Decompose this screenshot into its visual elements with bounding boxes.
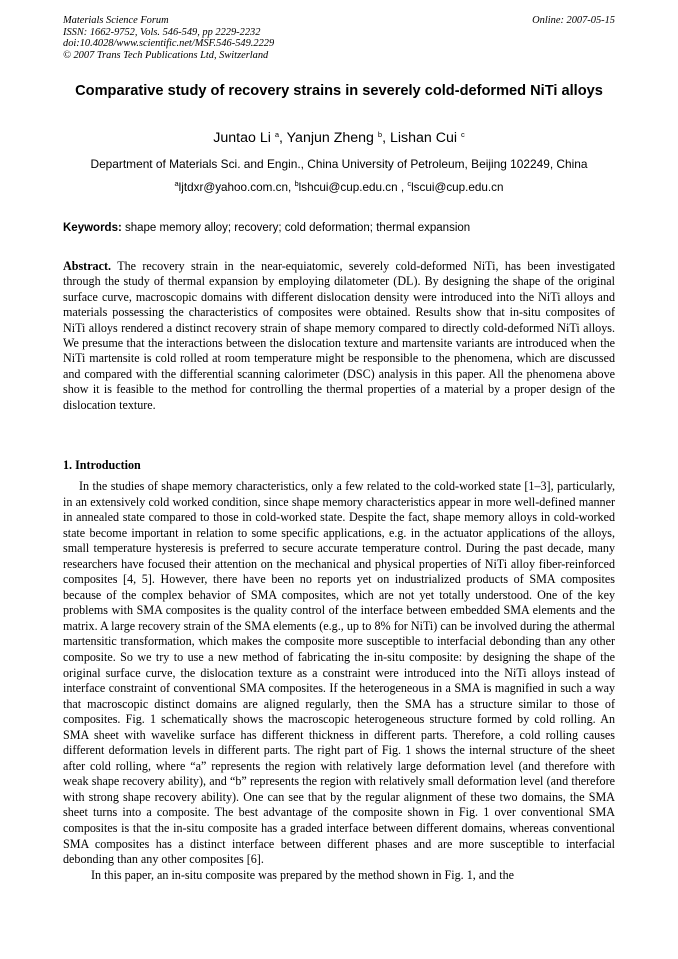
abstract-label: Abstract. bbox=[63, 259, 112, 273]
email-mark: b bbox=[294, 179, 299, 188]
email-mark: a bbox=[174, 179, 179, 188]
journal-name: Materials Science Forum bbox=[63, 15, 169, 26]
journal-header bbox=[63, 15, 615, 61]
doi-line: doi:10.4028/www.scientific.net/MSF.546-549.2229 bbox=[63, 38, 275, 50]
online-date: Online: 2007-05-15 bbox=[532, 15, 615, 26]
author-mark: b bbox=[377, 130, 383, 139]
author-name: Lishan Cui bbox=[389, 130, 457, 146]
email-mark: c bbox=[407, 179, 412, 188]
affiliation: Department of Materials Sci. and Engin., China University of Petroleum, Beijing 102249, China bbox=[90, 157, 588, 171]
keywords-text: shape memory alloy; recovery; cold deformation; thermal expansion bbox=[125, 222, 471, 234]
email-address[interactable]: ljtdxr@yahoo.com.cn bbox=[178, 181, 288, 194]
section-heading: 1. Introduction bbox=[63, 458, 141, 472]
abstract-text: The recovery strain in the near-equiatomic, severely cold-deformed NiTi, has been investigated through the study of thermal expansion by employing dilatometer (DL). By designing the shape of the original surface curve, macroscopic domains with different dislocation density were introduced into the NiTi alloys and materials possessing the characteristics of composites were obtained. Results show that in-situ composites of NiTi alloys rendered a distinct recovery strain of shape memory compared to directly cold-deformed NiTi alloys. We presume that the interactions between the dislocation texture and martensite variants are introduced when the NiTi martensite is cold rolled at room temperature might be responsible to the phenomena, which are discussed and compared with the differential scanning calorimeter (DSC) analysis in this paper. All the phenomena above show it is feasible to the method for controlling the thermal properties of a material by a proper design of the dislocation texture. bbox=[63, 259, 616, 412]
abstract bbox=[63, 259, 615, 413]
issn-line: ISSN: 1662-9752, Vols. 546-549, pp 2229-2232 bbox=[63, 26, 261, 38]
email-address[interactable]: lscui@cup.edu.cn bbox=[411, 181, 504, 194]
author-name: Juntao Li bbox=[213, 130, 271, 146]
author-name: Yanjun Zheng bbox=[286, 130, 374, 146]
author-list: Juntao Li $^a$, Yanjun Zheng $^b$, Lishan Cui $^c$ bbox=[213, 130, 465, 146]
paragraph: In the studies of shape memory characteristics, only a few related to the cold-worked state [1–3], particularly, in an extensively cold worked condition, since shape memory characteristics appear in more well-defined manner in annealed state compared to those in cold-worked state. Despite the fact, shape memory alloys in cold-worked state become important in relation to some specific applications, e.g. in the actuator applications of the alloys, small temperature hysteresis is preferred to secure accurate temperature control. During the past decade, many researchers have focused their attention on the mechanical and physical properties of NiTi alloy fiber-reinforced composites [4, 5]. However, there have been no reports yet on industrialized products of SMA composites because of the complex behavior of SMA composites, which are not yet totally understood. One of the key problems with SMA composites is the quality control of the interface between embedded SMA elements and the matrix. A large recovery strain of the SMA elements (e.g., up to 8% for NiTi) can be involved during the athermal martensitic transformation, which makes the composite more susceptible to interfacial debonding than any other composite. So we try to use a new method of fabricating the in-situ composite: by designing the shape of the original surface curve, the dislocation texture as a constraint were introduced into the NiTi alloys instead of interface constraint of conventional SMA composites. If the heterogeneous in a SMA is magnified in such a way that macroscopic distinct domains are aligned regularly, then the SMA has a structure similar to those of composites. Fig. 1 schematically shows the macroscopic heterogeneous structure formed by cold rolling. An SMA sheet with wavelike surface has different thickness in different parts. Therefore, a cold rolling causes different deformation levels in different parts. The right part of Fig. 1 shows the internal structure of the sheet after cold rolling, where “a” represents the region with relatively large deformation level (and therefore with weak shape recovery ability), and “b” represents the region with relatively small deformation level (and therefore with strong shape recovery ability). One can see that by the regular alignment of these two domains, the SMA sheet turns into a composite. The best advantage of the composite shown in Fig. 1 over conventional SMA composites is that the in-situ composite has a graded interface between different domains, whereas conventional SMA composites has a distinct interface between different phases and are more susceptible to interfacial debonding than any other composites [6]. bbox=[63, 479, 615, 867]
copyright-line: © 2007 Trans Tech Publications Ltd, Switzerland bbox=[63, 49, 269, 61]
paper-title: Comparative study of recovery strains in severely cold-deformed NiTi alloys bbox=[75, 83, 603, 99]
keywords-label: Keywords: bbox=[63, 222, 122, 234]
keywords bbox=[63, 221, 615, 236]
email-address[interactable]: lshcui@cup.edu.cn bbox=[298, 181, 398, 194]
author-mark: c bbox=[460, 130, 465, 139]
paragraph: In this paper, an in-situ composite was prepared by the method shown in Fig. 1, and the bbox=[91, 867, 515, 882]
author-mark: a bbox=[274, 130, 279, 139]
email-list: $^a$ljtdxr@yahoo.com.cn, $^b$lshcui@cup.edu.cn , $^c$lscui@cup.edu.cn bbox=[174, 179, 504, 194]
introduction-body bbox=[63, 479, 615, 883]
